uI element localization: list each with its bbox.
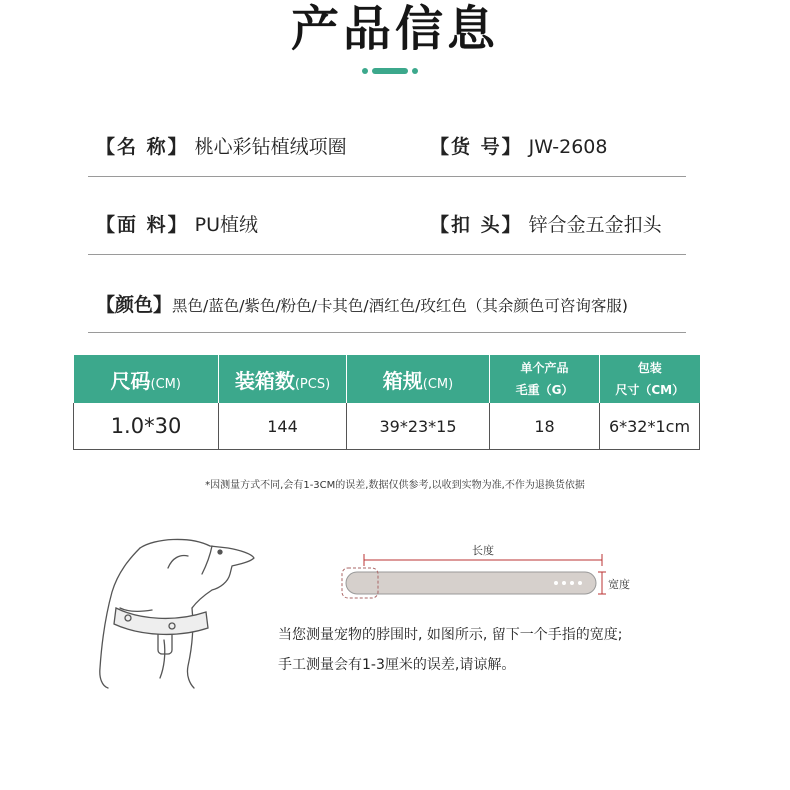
header-box-qty: 装箱数(PCS) (219, 355, 347, 403)
cell-package-size: 6*32*1cm (600, 403, 700, 450)
length-label: 长度 (472, 544, 494, 557)
buckle-key: 【扣 头】 (430, 214, 523, 236)
measurement-instructions (278, 620, 623, 680)
cell-box-qty: 144 (219, 403, 347, 450)
spec-table-header (74, 355, 700, 403)
cell-unit-weight: 18 (490, 403, 600, 450)
header-package-size: 包装 尺寸（CM） (600, 355, 700, 403)
divider-2 (88, 254, 686, 255)
width-label: 宽度 (608, 578, 630, 591)
buckle-row (430, 210, 662, 237)
page-title: 产品信息 (290, 1, 499, 57)
header-carton-size: 箱规(CM) (347, 355, 490, 403)
colors-value: 黑色/蓝色/紫色/粉色/卡其色/酒红色/玫红色（其余颜色可咨询客服) (172, 297, 628, 315)
product-name-value: 桃心彩钻植绒项圈 (194, 136, 347, 158)
divider-1 (88, 176, 686, 177)
header-unit-weight: 单个产品 毛重（G） (490, 355, 600, 403)
material-row (96, 210, 258, 237)
material-key: 【面 料】 (96, 214, 189, 236)
colors-row (96, 290, 628, 317)
instruction-line-1: 当您测量宠物的脖围时, 如图所示, 留下一个手指的宽度; (278, 627, 623, 643)
header-size: 尺码(CM) (74, 355, 219, 403)
buckle-value: 锌合金五金扣头 (528, 214, 662, 236)
divider-3 (88, 332, 686, 333)
disclaimer-note: *因测量方式不同,会有1-3CM的误差,数据仅供参考,以收到实物为准,不作为退换货依据 (205, 480, 585, 491)
instruction-line-2: 手工测量会有1-3厘米的误差,请谅解。 (278, 657, 516, 673)
product-name-key: 【名 称】 (96, 136, 189, 158)
cell-size: 1.0*30 (74, 403, 219, 450)
spec-table (73, 355, 700, 450)
item-number-row (430, 132, 607, 159)
colors-key: 【颜色】 (96, 294, 173, 316)
table-row (74, 403, 700, 450)
product-name-row (96, 132, 347, 159)
dog-illustration (80, 528, 270, 698)
item-number-key: 【货 号】 (430, 136, 523, 158)
cell-carton-size: 39*23*15 (347, 403, 490, 450)
item-number-value: JW-2608 (528, 136, 608, 158)
material-value: PU植绒 (194, 214, 258, 236)
